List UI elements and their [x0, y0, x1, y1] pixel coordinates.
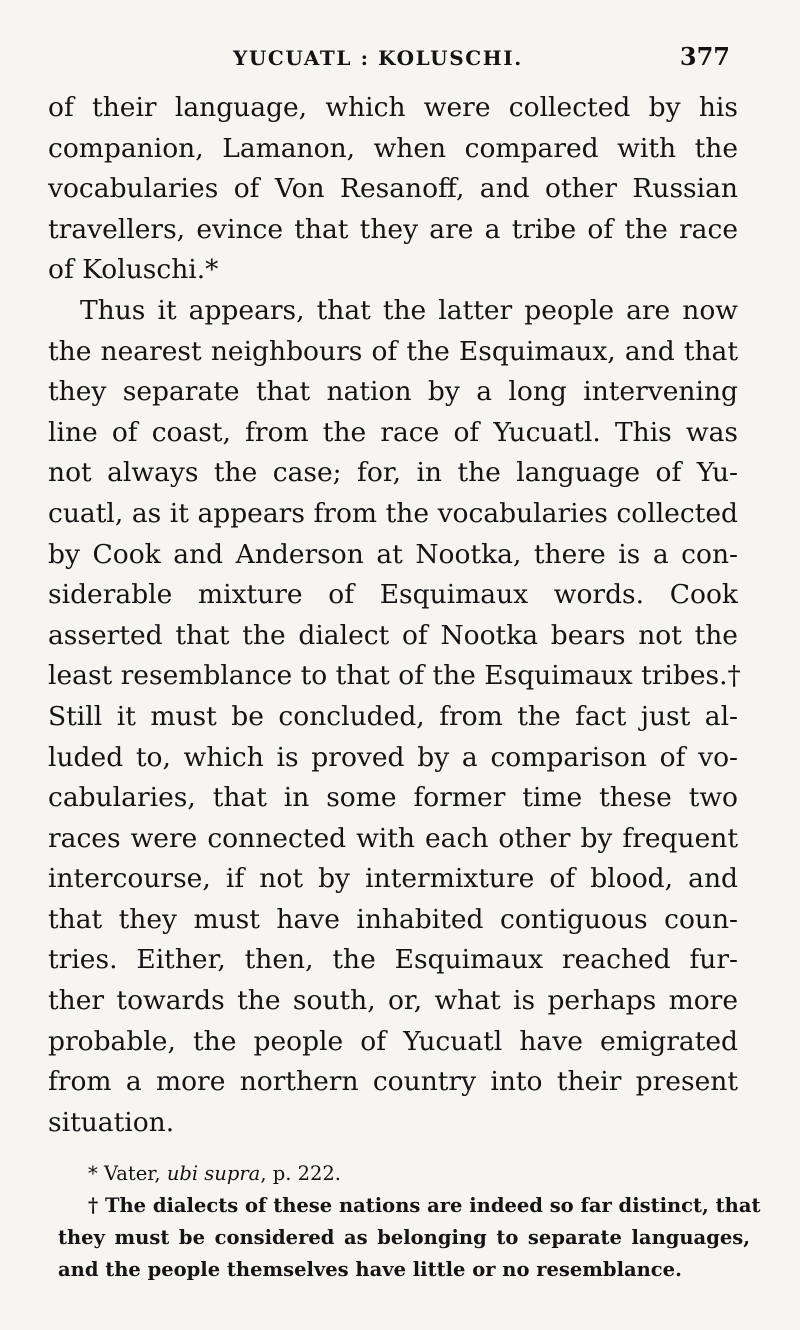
footnotes [58, 1158, 761, 1286]
footnote-2-line: † The dialects of these nations are indeed so far distinct, that [88, 1194, 761, 1217]
text-line: the nearest neighbours of the Esquimaux, and that [48, 335, 738, 367]
text-line: asserted that the dialect of Nootka bears not the [48, 619, 738, 651]
footnote-2-line: they must be considered as belonging to separate languages, [58, 1226, 750, 1249]
text-line: from a more northern country into their present [48, 1066, 738, 1098]
page-header [48, 40, 738, 80]
text-line: siderable mixture of Esquimaux words. Cook [48, 579, 738, 611]
footnote-1-marker: * Vater, [88, 1162, 167, 1185]
body-text [48, 88, 741, 1143]
text-line: of their language, which were collected by his [48, 92, 738, 123]
text-line: cuatl, as it appears from the vocabularies collected [48, 497, 738, 529]
text-line: travellers, evince that they are a tribe of the race [48, 213, 738, 245]
text-line: luded to, which is proved by a comparison of vo- [48, 741, 738, 773]
text-line: probable, the people of Yucuatl have emigrated [48, 1025, 738, 1057]
text-line: of Koluschi.* [48, 254, 219, 286]
text-line: line of coast, from the race of Yucuatl. This was [48, 416, 738, 448]
footnote-1 [58, 1158, 758, 1190]
text-line: situation. [48, 1106, 175, 1138]
text-line: races were connected with each other by frequent [48, 822, 738, 854]
text-line: companion, Lamanon, when compared with the [48, 132, 738, 164]
page-number: 377 [679, 42, 730, 71]
text-line: vocabularies of Von Resanoff, and other Russian [48, 173, 738, 205]
text-line: they separate that nation by a long intervening [48, 376, 738, 408]
text-line: intercourse, if not by intermixture of blood, and [48, 863, 738, 895]
text-line: not always the case; for, in the language of Yu- [48, 457, 738, 489]
footnote-1-italic: ubi supra [166, 1162, 261, 1185]
paragraph-start-line: Thus it appears, that the latter people are now [80, 294, 738, 326]
text-line: cabularies, that in some former time these two [48, 782, 738, 814]
running-head: YUCUATL : KOLUSCHI. [233, 46, 523, 70]
footnote-2-line: and the people themselves have little or no resemblance. [58, 1258, 682, 1281]
text-line: least resemblance to that of the Esquimaux tribes.† [48, 660, 741, 692]
text-line: tries. Either, then, the Esquimaux reached fur- [48, 944, 738, 976]
text-line: that they must have inhabited contiguous coun- [48, 903, 738, 935]
text-line: Still it must be concluded, from the fact just al- [48, 700, 738, 732]
text-line: by Cook and Anderson at Nootka, there is a con- [48, 538, 738, 570]
text-line: ther towards the south, or, what is perhaps more [48, 985, 738, 1017]
footnote-1-rest: , p. 222. [260, 1162, 342, 1185]
